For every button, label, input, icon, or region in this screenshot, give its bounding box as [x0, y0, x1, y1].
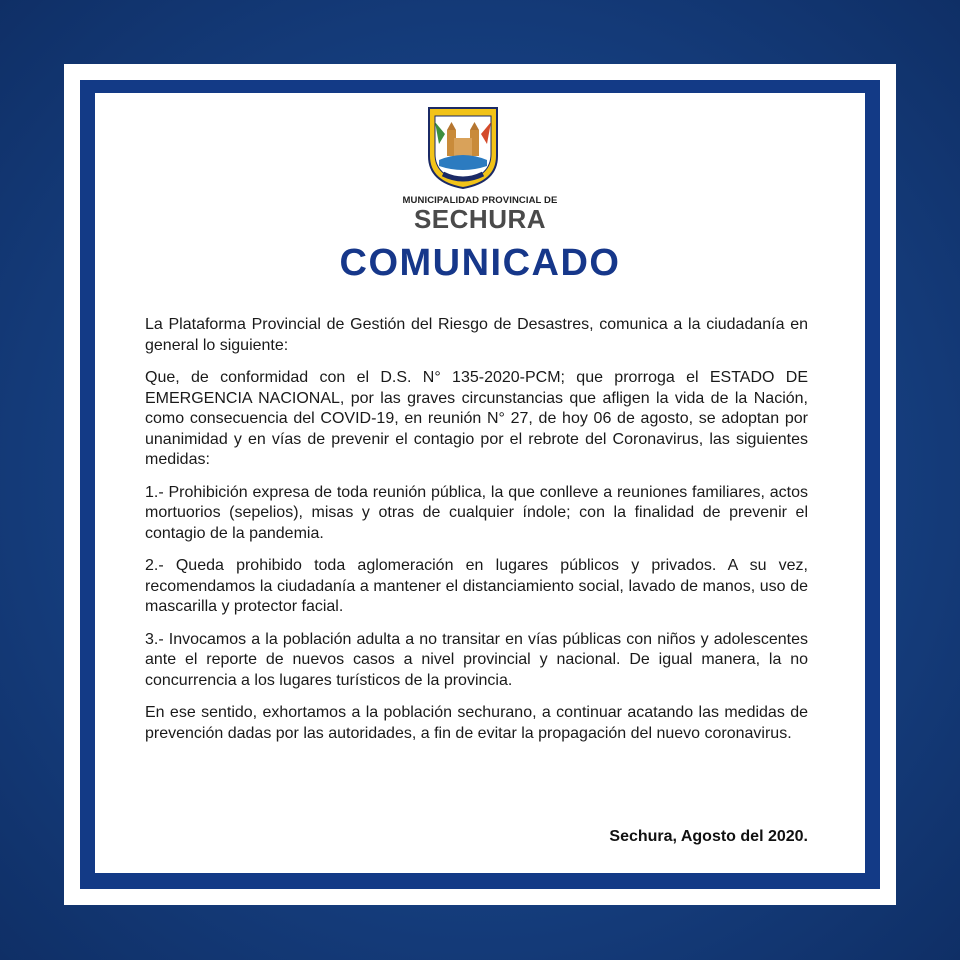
municipal-crest-logo — [425, 104, 501, 190]
intro-paragraph: La Plataforma Provincial de Gestión del Riesgo de Desastres, comunica a la ciudadanía en general lo siguiente: — [145, 316, 808, 354]
measure-1-paragraph: 1.- Prohibición expresa de toda reunión pública, la que conlleve a reuniones familiares, actos mortuorios (sepelios), misas y otras de cualquier índole; con la finalidad de prevenir el contagio de la pandemia. — [145, 483, 808, 542]
decree-paragraph: Que, de conformidad con el D.S. N° 135-2020-PCM; que prorroga el ESTADO DE EMERGENCIA NACIONAL, por las graves circunstancias que afligen la vida de la Nación, como consecuencia del COVID-19, en reunión N° 27, de hoy 06 de agosto, se adoptan por unanimidad y en vías de prevenir el contagio por el rebrote del Coronavirus, las siguientes medidas: — [145, 369, 808, 468]
measure-2-paragraph: 2.- Queda prohibido toda aglomeración en lugares públicos y privados. A su vez, recomendamos la ciudadanía a mantener el distanciamiento social, lavado de manos, uso de mascarilla y protector facial. — [145, 557, 808, 615]
municipality-name: SECHURA — [413, 204, 547, 234]
closing-paragraph: En ese sentido, exhortamos a la población sechurano, a continuar acatando las medidas de prevención dadas por las autoridades, a fin de evitar la propagación del nuevo coronavirus. — [145, 704, 808, 742]
announcement-body — [145, 315, 808, 756]
place-date-signature: Sechura, Agosto del 2020. — [609, 828, 808, 845]
measure-3-paragraph: 3.- Invocamos a la población adulta a no transitar en vías públicas con niños y adolescentes ante el reporte de nuevos casos a nivel provincial y nacional. De igual manera, la no concurrencia a los lugares turísticos de la provincia. — [145, 630, 808, 689]
municipality-label: MUNICIPALIDAD PROVINCIAL DE — [402, 195, 558, 206]
announcement-title: COMUNICADO — [339, 242, 621, 284]
